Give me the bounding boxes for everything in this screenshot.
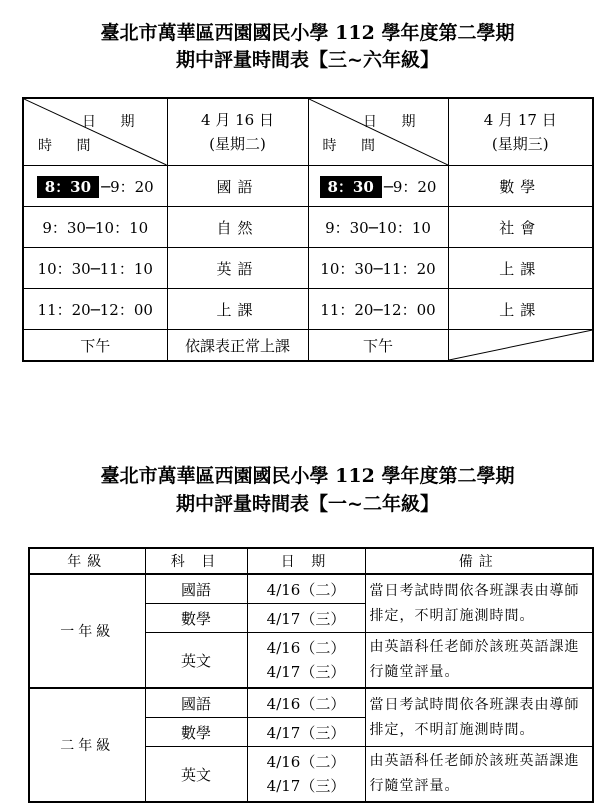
time-slot-end: ─9：20	[383, 177, 437, 196]
schedule-title-grades-1-2-line1: 臺北市萬華區西園國民小學 112 學年度第二學期	[100, 465, 515, 487]
column-header-notes: 備註	[365, 548, 593, 574]
date-cell: 4/17（三）	[247, 718, 365, 747]
subject-cell: 英文	[145, 747, 247, 803]
afternoon-label: 下午	[23, 330, 167, 362]
subject-cell: 數學	[145, 718, 247, 747]
afternoon-value: 依課表正常上課	[167, 330, 308, 362]
date-cell	[247, 747, 365, 803]
date-line: 4/16（二）	[266, 753, 346, 771]
table-row	[29, 688, 593, 718]
time-axis-label: 時 間	[322, 138, 385, 154]
time-slot-cell	[23, 166, 167, 207]
afternoon-row	[23, 330, 593, 362]
day1-weekday: (星期二)	[209, 135, 266, 153]
time-slot-cell: 11：20─12：00	[308, 289, 448, 330]
date-cell	[247, 633, 365, 689]
subject-cell: 自然	[167, 207, 308, 248]
time-slot-cell: 9：30─10：10	[23, 207, 167, 248]
schedule-title-grades-1-2-line2: 期中評量時間表【一~二年級】	[176, 493, 439, 515]
subject-cell: 上課	[448, 289, 593, 330]
table-row	[23, 166, 593, 207]
table-row	[29, 574, 593, 604]
date-line: 4/17（三）	[266, 663, 346, 681]
diagonal-header-cell-day2	[308, 98, 448, 166]
highlighted-start-time: 8：30	[37, 176, 99, 198]
time-slot-cell: 10：30─11：10	[23, 248, 167, 289]
date-line: 4/16（二）	[266, 639, 346, 657]
day1-header	[167, 98, 308, 166]
time-slot-cell: 11：20─12：00	[23, 289, 167, 330]
column-header-subject: 科 目	[145, 548, 247, 574]
table-row	[23, 207, 593, 248]
time-slot-end: ─9：20	[101, 177, 154, 196]
time-slot-cell	[308, 166, 448, 207]
date-cell: 4/16（二）	[247, 574, 365, 604]
time-axis-label: 時 間	[38, 138, 101, 154]
time-slot-cell: 9：30─10：10	[308, 207, 448, 248]
grade-cell: 一年級	[29, 574, 145, 688]
note-cell: 當日考試時間依各班課表由導師排定，不明訂施測時間。	[365, 688, 593, 747]
day2-weekday: (星期三)	[491, 135, 549, 153]
subject-cell: 數學	[145, 604, 247, 633]
time-slot-cell: 10：30─11：20	[308, 248, 448, 289]
day2-header	[448, 98, 593, 166]
note-cell: 由英語科任老師於該班英語課進行隨堂評量。	[365, 633, 593, 689]
schedule-title-grades-3-6-line2: 期中評量時間表【三~六年級】	[176, 49, 439, 71]
exam-schedule-table-grades-3-6	[22, 97, 594, 362]
table-row	[23, 248, 593, 289]
note-cell: 由英語科任老師於該班英語課進行隨堂評量。	[365, 747, 593, 803]
schedule-title-grades-3-6-line1: 臺北市萬華區西園國民小學 112 學年度第二學期	[100, 22, 515, 44]
date-cell: 4/17（三）	[247, 604, 365, 633]
subject-cell: 國語	[145, 574, 247, 604]
date-line: 4/17（三）	[266, 777, 346, 795]
date-axis-label: 日 期	[82, 114, 145, 130]
table-row	[23, 289, 593, 330]
diagonal-header-cell-day1	[23, 98, 167, 166]
day1-date: 4 月 16 日	[201, 111, 274, 129]
subject-cell: 國語	[145, 688, 247, 718]
column-header-grade: 年級	[29, 548, 145, 574]
column-header-date: 日 期	[247, 548, 365, 574]
subject-cell: 英文	[145, 633, 247, 689]
highlighted-start-time: 8：30	[320, 176, 382, 198]
note-cell: 當日考試時間依各班課表由導師排定，不明訂施測時間。	[365, 574, 593, 633]
subject-cell: 社會	[448, 207, 593, 248]
table-header-row	[29, 548, 593, 574]
exam-schedule-table-grades-1-2	[28, 547, 594, 803]
subject-cell: 上課	[448, 248, 593, 289]
subject-cell: 英語	[167, 248, 308, 289]
date-cell: 4/16（二）	[247, 688, 365, 718]
afternoon-label: 下午	[308, 330, 448, 362]
subject-cell: 上課	[167, 289, 308, 330]
subject-cell: 數學	[448, 166, 593, 207]
grade-cell: 二年級	[29, 688, 145, 802]
empty-diagonal-cell	[448, 330, 593, 362]
date-axis-label: 日 期	[363, 114, 426, 130]
subject-cell: 國語	[167, 166, 308, 207]
day2-date: 4 月 17 日	[483, 111, 557, 129]
